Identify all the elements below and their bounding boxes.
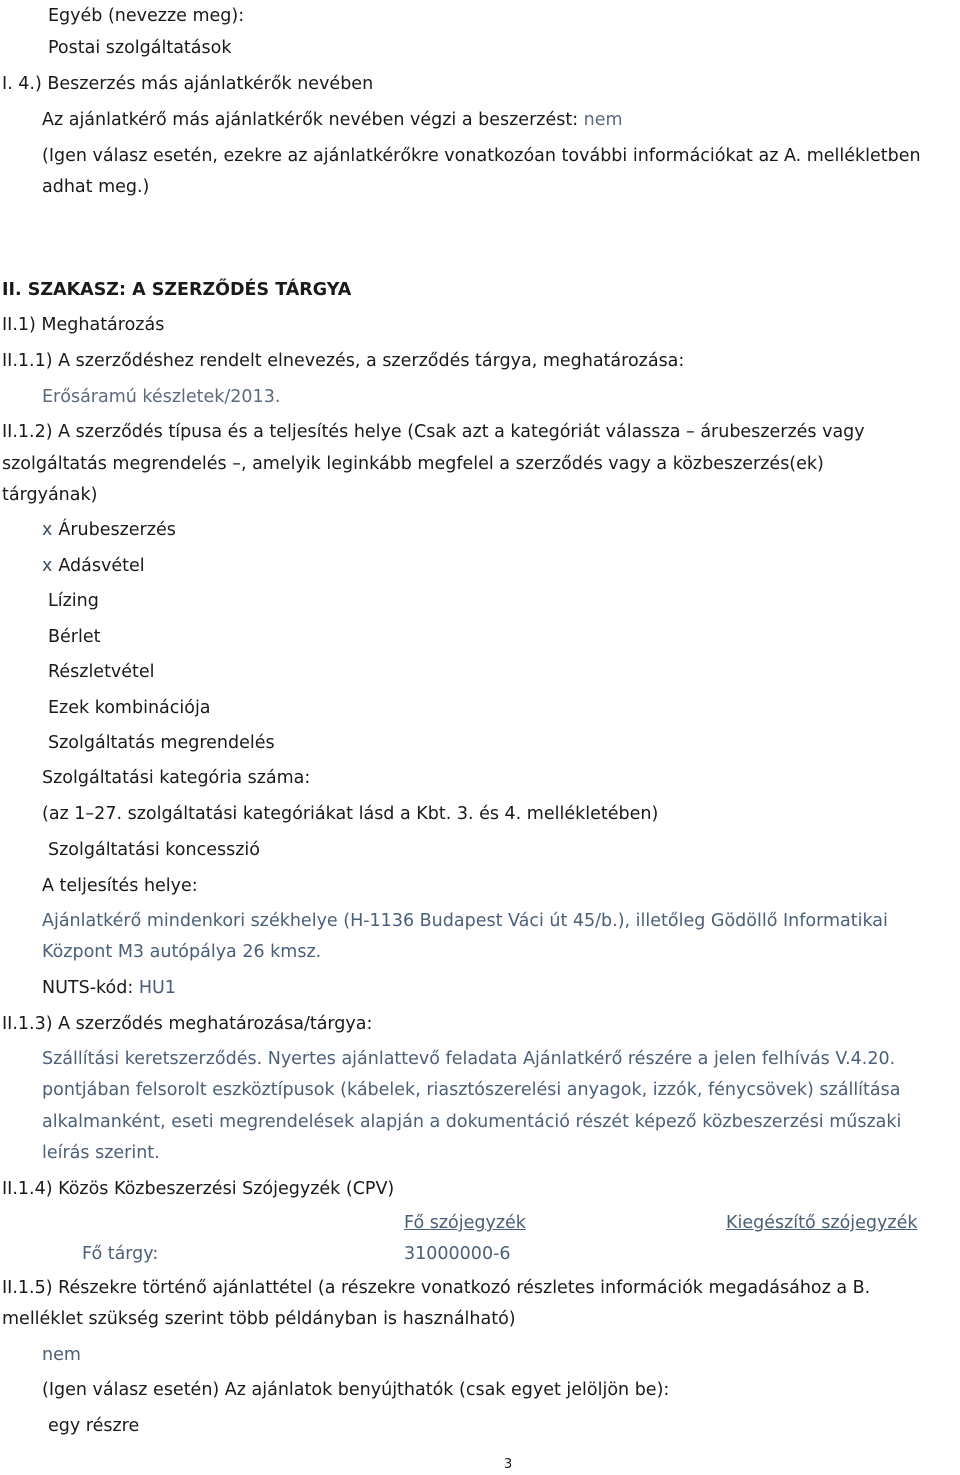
s14-heading: II.1.4) Közös Közbeszerzési Szójegyzék (CPV) (2, 1179, 395, 1199)
s15-line1: II.1.5) Részekre történő ajánlattétel (a részekre vonatkozó részletes információk megadásához a B. (2, 1278, 871, 1298)
s13-heading: II.1.3) A szerződés meghatározása/tárgya: (2, 1014, 373, 1034)
s15-note: (Igen válasz esetén) Az ajánlatok benyújthatók (csak egyet jelöljön be): (42, 1380, 670, 1400)
section-i4-answer: nem (583, 110, 623, 130)
option-installment: Részletvétel (48, 662, 155, 682)
option-combo: Ezek kombinációja (48, 698, 211, 718)
nuts-label: NUTS-kód: (42, 978, 134, 998)
section-i4-heading: I. 4.) Beszerzés más ajánlatkérők nevében (2, 74, 374, 94)
option-purchase-label: Adásvétel (58, 556, 145, 576)
s15-line2: melléklet szükség szerint több példányban is használható) (2, 1309, 516, 1329)
option-leasing: Lízing (48, 591, 99, 611)
place-line1: Ajánlatkérő mindenkori székhelye (H-1136 Budapest Váci út 45/b.), illetőleg Gödöllő Informatikai (42, 911, 888, 931)
s1-heading: II.1) Meghatározás (2, 315, 165, 335)
service-category-note: (az 1–27. szolgáltatási kategóriákat lásd a Kbt. 3. és 4. mellékletében) (42, 804, 659, 824)
option-goods-label: Árubeszerzés (58, 520, 176, 540)
option-rent: Bérlet (48, 627, 101, 647)
section-i4-note-line2: adhat meg.) (42, 177, 150, 197)
s12-line2: szolgáltatás megrendelés –, amelyik leginkább megfelel a szerződés vagy a közbeszerzés(ek) (2, 454, 824, 474)
s15-answer: nem (42, 1345, 81, 1365)
section-i4-note-line1: (Igen válasz esetén, ezekre az ajánlatkérőkre vonatkozóan további információkat az A. mellékletben (42, 146, 921, 166)
place-line2: Központ M3 autópálya 26 kmsz. (42, 942, 322, 962)
option-goods (42, 518, 176, 542)
s13-line1: Szállítási keretszerződés. Nyertes ajánlattevő feladata Ajánlatkérő részére a jelen felhívás V.4.20. (42, 1049, 896, 1069)
s11-value: Erősáramú készletek/2013. (42, 387, 281, 407)
section-ii-title: II. SZAKASZ: A SZERZŐDÉS TÁRGYA (2, 280, 352, 300)
option-purchase (42, 554, 145, 578)
nuts-value: HU1 (138, 978, 176, 998)
check-mark-goods: x (42, 520, 53, 540)
s12-line1: II.1.2) A szerződés típusa és a teljesítés helye (Csak azt a kategóriát válassza – árubeszerzés vagy (2, 422, 865, 442)
check-mark-purchase: x (42, 556, 53, 576)
place-label: A teljesítés helye: (42, 876, 198, 896)
s15-option: egy részre (48, 1416, 140, 1436)
cpv-row-label: Fő tárgy: (82, 1244, 159, 1264)
nuts-line (42, 976, 176, 1000)
s11-heading: II.1.1) A szerződéshez rendelt elnevezés, a szerződés tárgya, meghatározása: (2, 351, 685, 371)
section-i4-question: Az ajánlatkérő más ajánlatkérők nevében végzi a beszerzést: (42, 110, 579, 130)
other-value: Postai szolgáltatások (48, 38, 232, 58)
option-concession: Szolgáltatási koncesszió (48, 840, 260, 860)
s13-line2: pontjában felsorolt eszköztípusok (kábelek, riasztószerelési anyagok, izzók, fénycsövek) szállítása (42, 1080, 901, 1100)
s13-line3: alkalmanként, eseti megrendelések alapján a dokumentáció részét képező közbeszerzési műszaki (42, 1112, 902, 1132)
service-category-label: Szolgáltatási kategória száma: (42, 768, 311, 788)
other-label: Egyéb (nevezze meg): (48, 6, 245, 26)
cpv-main-value: 31000000-6 (404, 1244, 511, 1264)
cpv-supp-header: Kiegészítő szójegyzék (726, 1213, 918, 1233)
page-number: 3 (504, 1457, 513, 1472)
cpv-main-header: Fő szójegyzék (404, 1213, 526, 1233)
section-i4-question-line (42, 108, 623, 132)
s13-line4: leírás szerint. (42, 1143, 160, 1163)
s12-line3: tárgyának) (2, 485, 98, 505)
option-service: Szolgáltatás megrendelés (48, 733, 275, 753)
